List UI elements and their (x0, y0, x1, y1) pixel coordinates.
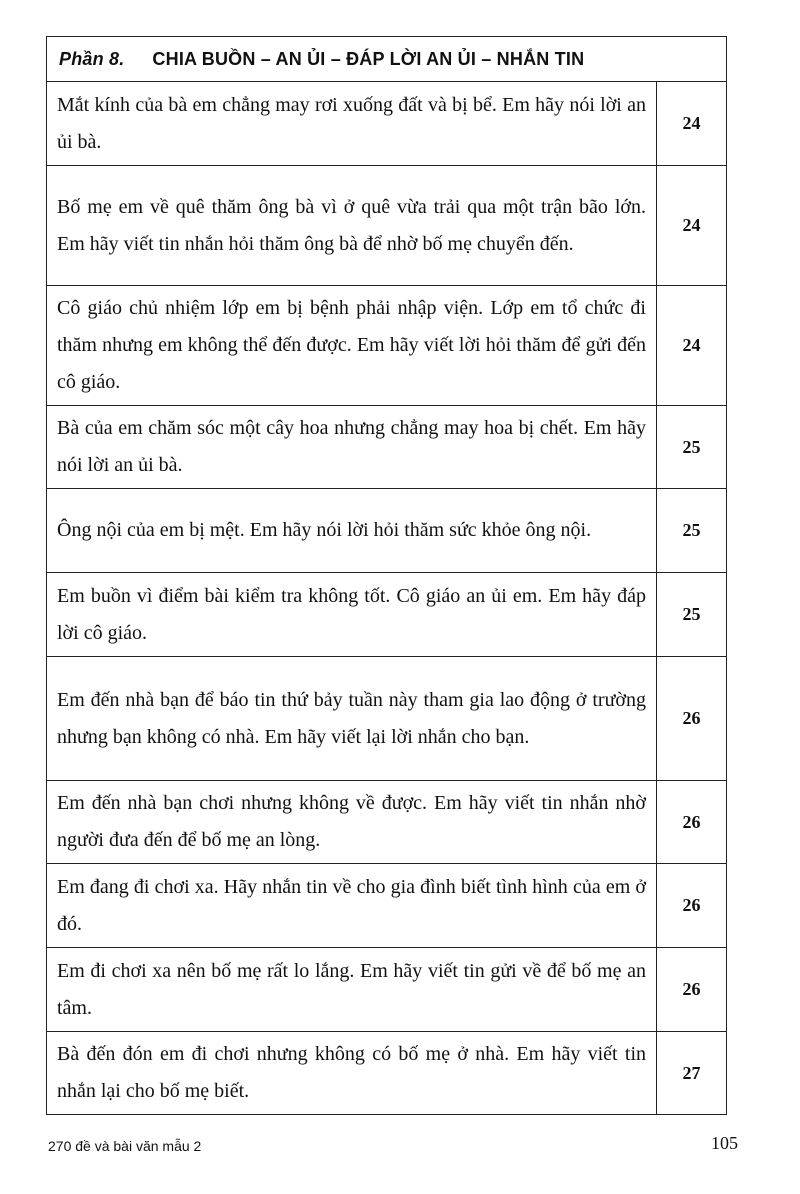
table-row (47, 573, 727, 657)
table-row (47, 489, 727, 573)
prompt-text: Mắt kính của bà em chẳng may rơi xuống đất và bị bể. Em hãy nói lời an ủi bà. (47, 82, 657, 166)
page-ref: 25 (657, 573, 727, 657)
prompt-text: Em đến nhà bạn để báo tin thứ bảy tuần này tham gia lao động ở trường nhưng bạn không có nhà. Em hãy viết lại lời nhắn cho bạn. (47, 657, 657, 781)
section-heading (47, 37, 727, 82)
contents-table (46, 36, 727, 1115)
page-ref: 27 (657, 1032, 727, 1115)
page-ref: 26 (657, 864, 727, 948)
prompt-text: Cô giáo chủ nhiệm lớp em bị bệnh phải nhập viện. Lớp em tổ chức đi thăm nhưng em không thể đến được. Em hãy viết lời hỏi thăm để gửi đến cô giáo. (47, 286, 657, 406)
prompt-text: Em đang đi chơi xa. Hãy nhắn tin về cho gia đình biết tình hình của em ở đó. (47, 864, 657, 948)
footer-page-number: 105 (711, 1133, 738, 1153)
table-row (47, 166, 727, 286)
page-ref: 24 (657, 286, 727, 406)
prompt-text: Bà của em chăm sóc một cây hoa nhưng chẳng may hoa bị chết. Em hãy nói lời an ủi bà. (47, 406, 657, 489)
table-row (47, 781, 727, 864)
page-ref: 25 (657, 406, 727, 489)
table-row (47, 948, 727, 1032)
page-ref: 26 (657, 781, 727, 864)
prompt-text: Em buồn vì điểm bài kiểm tra không tốt. Cô giáo an ủi em. Em hãy đáp lời cô giáo. (47, 573, 657, 657)
table-row (47, 1032, 727, 1115)
prompt-text: Em đến nhà bạn chơi nhưng không về được. Em hãy viết tin nhắn nhờ người đưa đến để bố mẹ an lòng. (47, 781, 657, 864)
table-row (47, 82, 727, 166)
section-header-row (47, 37, 727, 82)
table-row (47, 406, 727, 489)
page-ref: 26 (657, 948, 727, 1032)
footer-book-title: 270 đề và bài văn mẫu 2 (48, 1138, 202, 1154)
section-title: CHIA BUỒN – AN ỦI – ĐÁP LỜI AN ỦI – NHẮN TIN (152, 48, 585, 69)
prompt-text: Bố mẹ em về quê thăm ông bà vì ở quê vừa trải qua một trận bão lớn. Em hãy viết tin nhắn hỏi thăm ông bà để nhờ bố mẹ chuyển đến. (47, 166, 657, 286)
page-ref: 24 (657, 166, 727, 286)
table-row (47, 864, 727, 948)
page-ref: 26 (657, 657, 727, 781)
page-ref: 25 (657, 489, 727, 573)
table-row (47, 657, 727, 781)
prompt-text: Em đi chơi xa nên bố mẹ rất lo lắng. Em hãy viết tin gửi về để bố mẹ an tâm. (47, 948, 657, 1032)
prompt-text: Bà đến đón em đi chơi nhưng không có bố mẹ ở nhà. Em hãy viết tin nhắn lại cho bố mẹ biết. (47, 1032, 657, 1115)
table-row (47, 286, 727, 406)
prompt-text: Ông nội của em bị mệt. Em hãy nói lời hỏi thăm sức khỏe ông nội. (47, 489, 657, 573)
page-ref: 24 (657, 82, 727, 166)
section-label: Phần 8. (59, 48, 125, 69)
